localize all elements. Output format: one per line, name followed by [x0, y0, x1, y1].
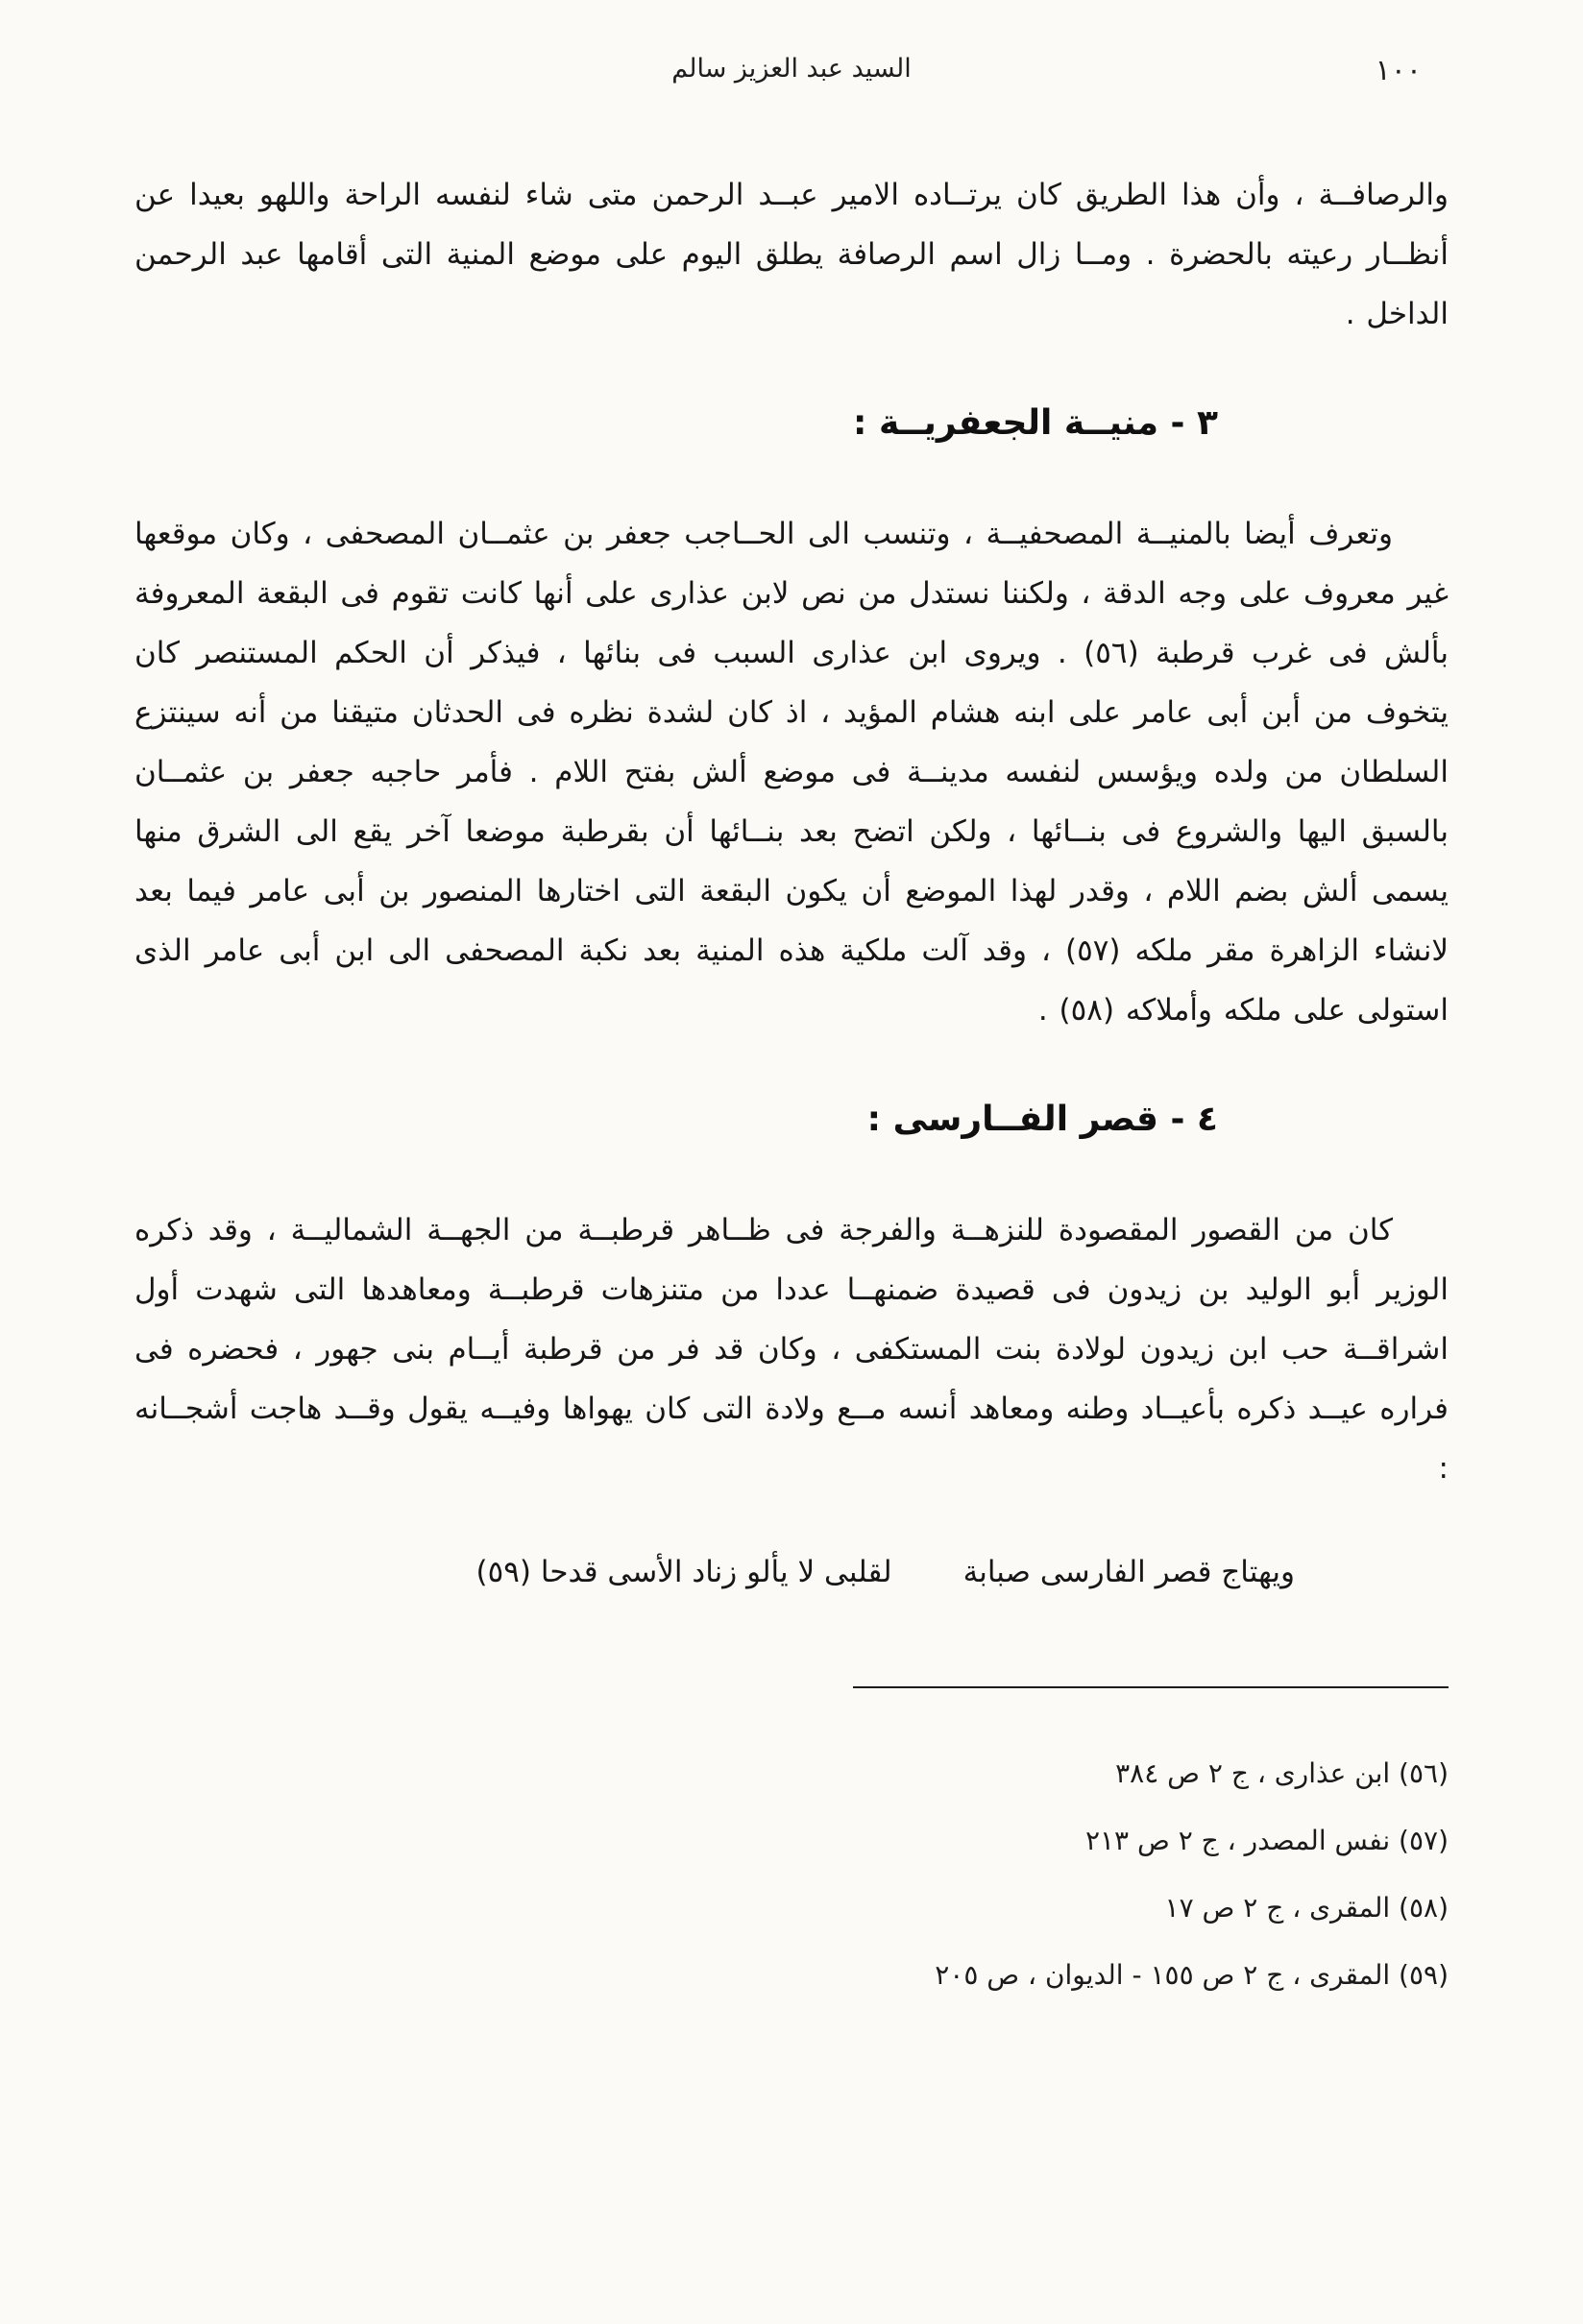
page-number: ١٠٠	[1375, 54, 1422, 87]
footnote-item-59: (٥٩) المقرى ، ج ٢ ص ١٥٥ - الديوان ، ص ٢٠٥	[935, 1959, 1449, 1991]
paragraph-intro: والرصافــة ، وأن هذا الطريق كان يرتــاده الامير عبــد الرحمن متى شاء لنفسه الراحة واللهو بعيدا عن أنظــار رعيته بالحضرة . ومــا زال اسم الرصافة يطلق اليوم على موضع المنية التى أقامها عبد الرحمن الداخل .	[134, 178, 1449, 331]
footnote-separator	[853, 1686, 1449, 1688]
footnote-item-56: (٥٦) ابن عذارى ، ج ٢ ص ٣٨٤	[1115, 1757, 1449, 1789]
running-header	[134, 54, 1449, 102]
section-4-heading: ٤ - قصر الفــارسى :	[866, 1100, 1218, 1139]
footnotes	[134, 1740, 1449, 2009]
section-3-heading: ٣ - منيــة الجعفريــة :	[853, 403, 1218, 443]
footnote-item-58: (٥٨) المقرى ، ج ٢ ص ١٧	[1164, 1892, 1449, 1924]
footnote-item-57: (٥٧) نفس المصدر ، ج ٢ ص ٢١٣	[1084, 1825, 1449, 1856]
verse-hemistich-left: لقلبى لا يألو زناد الأسى قدحا (٥٩)	[475, 1555, 892, 1589]
verse-line	[134, 1542, 1449, 1602]
section-3-paragraph: وتعرف أيضا بالمنيــة المصحفيــة ، وتنسب الى الحــاجب جعفر بن عثمــان المصحفى ، وكان موقعها غير معروف على وجه الدقة ، ولكننا نستدل من نص لابن عذارى على أنها كانت تقوم فى البقعة المعروفة بألش فى غرب قرطبة (٥٦) . ويروى ابن عذارى السبب فى بنائها ، فيذكر أن الحكم المستنصر كان يتخوف من أبن أبى عامر على ابنه هشام المؤيد ، اذ كان لشدة نظره فى الحدثان متيقنا من أنه سينتزع السلطان من ولده ويؤسس لنفسه مدينــة فى موضع ألش بفتح اللام . فأمر حاجبه جعفر بن عثمــان بالسبق اليها والشروع فى بنــائها ، ولكن اتضح بعد بنــائها أن بقرطبة موضعا آخر يقع الى الشرق منها يسمى ألش بضم اللام ، وقدر لهذا الموضع أن يكون البقعة التى اختارها المنصور بن أبى عامر فيما بعد لانشاء الزاهرة مقر ملكه (٥٧) ، وقد آلت ملكية هذه المنية بعد نكبة المصحفى الى ابن أبى عامر الذى استولى على ملكه وأملاكه (٥٨) .	[134, 517, 1449, 1028]
verse-hemistich-right: ويهتاج قصر الفارسى صبابة	[962, 1555, 1295, 1589]
running-header-title: السيد عبد العزيز سالم	[671, 54, 912, 84]
section-4-paragraph: كان من القصور المقصودة للنزهــة والفرجة فى ظــاهر قرطبــة من الجهــة الشماليــة ، وقد ذكره الوزير أبو الوليد بن زيدون فى قصيدة ضمنهــا عددا من متنزهات قرطبــة ومعاهدها التى شهدت أول اشراقــة حب ابن زيدون لولادة بنت المستكفى ، وكان قد فر من قرطبة أيــام بنى جهور ، فحضره فى فراره عيــد ذكره بأعيــاد وطنه ومعاهد أنسه مــع ولادة التى كان يهواها وفيــه يقول وقــد هاجت أشجــانه :	[134, 1213, 1449, 1486]
